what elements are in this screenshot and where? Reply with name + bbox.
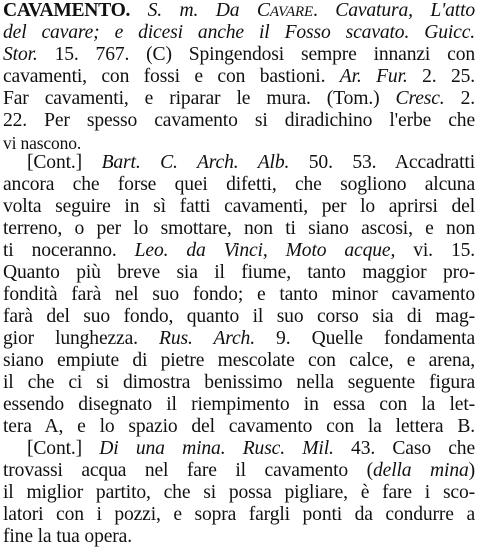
entry-line-3: Stor. 15. 767. (C) Spingendosi sempre innanzi con [3, 44, 475, 65]
entry-line-23: il miglior partito, che si possa pigliare, è fare i sco- [3, 482, 475, 503]
entry-line-8: [Cont.] Bart. C. Arch. Alb. 50. 53. Accadratti [27, 152, 475, 173]
dictionary-entry [3, 0, 475, 548]
entry-line-1: CAVAMENTO. S. m. Da CAVARE. Cavatura, L'atto [3, 0, 475, 21]
entry-line-15: farà del suo fondo, quanto il suo corso sia di mag- [3, 306, 475, 327]
entry-line-21: [Cont.] Di una mina. Rusc. Mil. 43. Caso che [27, 438, 475, 459]
entry-line-13: Quanto più breve sia il fiume, tanto maggior pro- [3, 262, 475, 283]
entry-line-7: vi nascono. [3, 133, 82, 152]
entry-line-18: il che ci si dimostra benissimo nella seguente figura [3, 372, 475, 393]
entry-line-11: terreno, o per lo smottare, non ti siano ascosi, e non [3, 218, 475, 239]
entry-line-22: trovassi acqua nel fare il cavamento (della mina) [3, 460, 475, 481]
entry-line-2: del cavare; e dicesi anche il Fosso scavato. Guicc. [3, 22, 475, 43]
entry-line-20: tera A, e lo spazio del cavamento con la lettera B. [3, 416, 475, 437]
entry-line-9: ancora che forse quei difetti, che sogliono alcuna [3, 174, 475, 195]
entry-line-25: fine la tua opera. [3, 526, 132, 547]
entry-line-14: fondità farà nel suo fondo; e tanto minor cavamento [3, 284, 475, 305]
entry-line-10: volta seguire in sì fatti cavamenti, per lo aprirsi del [3, 196, 475, 217]
entry-line-12: ti noceranno. Leo. da Vinci, Moto acque, vi. 15. [3, 240, 475, 261]
entry-line-4: cavamenti, con fossi e con bastioni. Ar. Fur. 2. 25. [3, 66, 475, 87]
entry-line-5: Far cavamenti, e riparar le mura. (Tom.) Cresc. 2. [3, 88, 475, 109]
entry-line-24: latori con i pozzi, e sopra fargli ponti da condurre a [3, 504, 475, 525]
entry-line-6: 22. Per spesso cavamento si diradichino l'erbe che [3, 110, 475, 131]
entry-line-17: siano empiute di pietre mescolate con calce, e arena, [3, 350, 475, 371]
entry-line-16: gior lunghezza. Rus. Arch. 9. Quelle fondamenta [3, 328, 475, 349]
entry-line-19: essendo disegnato il riempimento in essa con la let- [3, 394, 475, 415]
